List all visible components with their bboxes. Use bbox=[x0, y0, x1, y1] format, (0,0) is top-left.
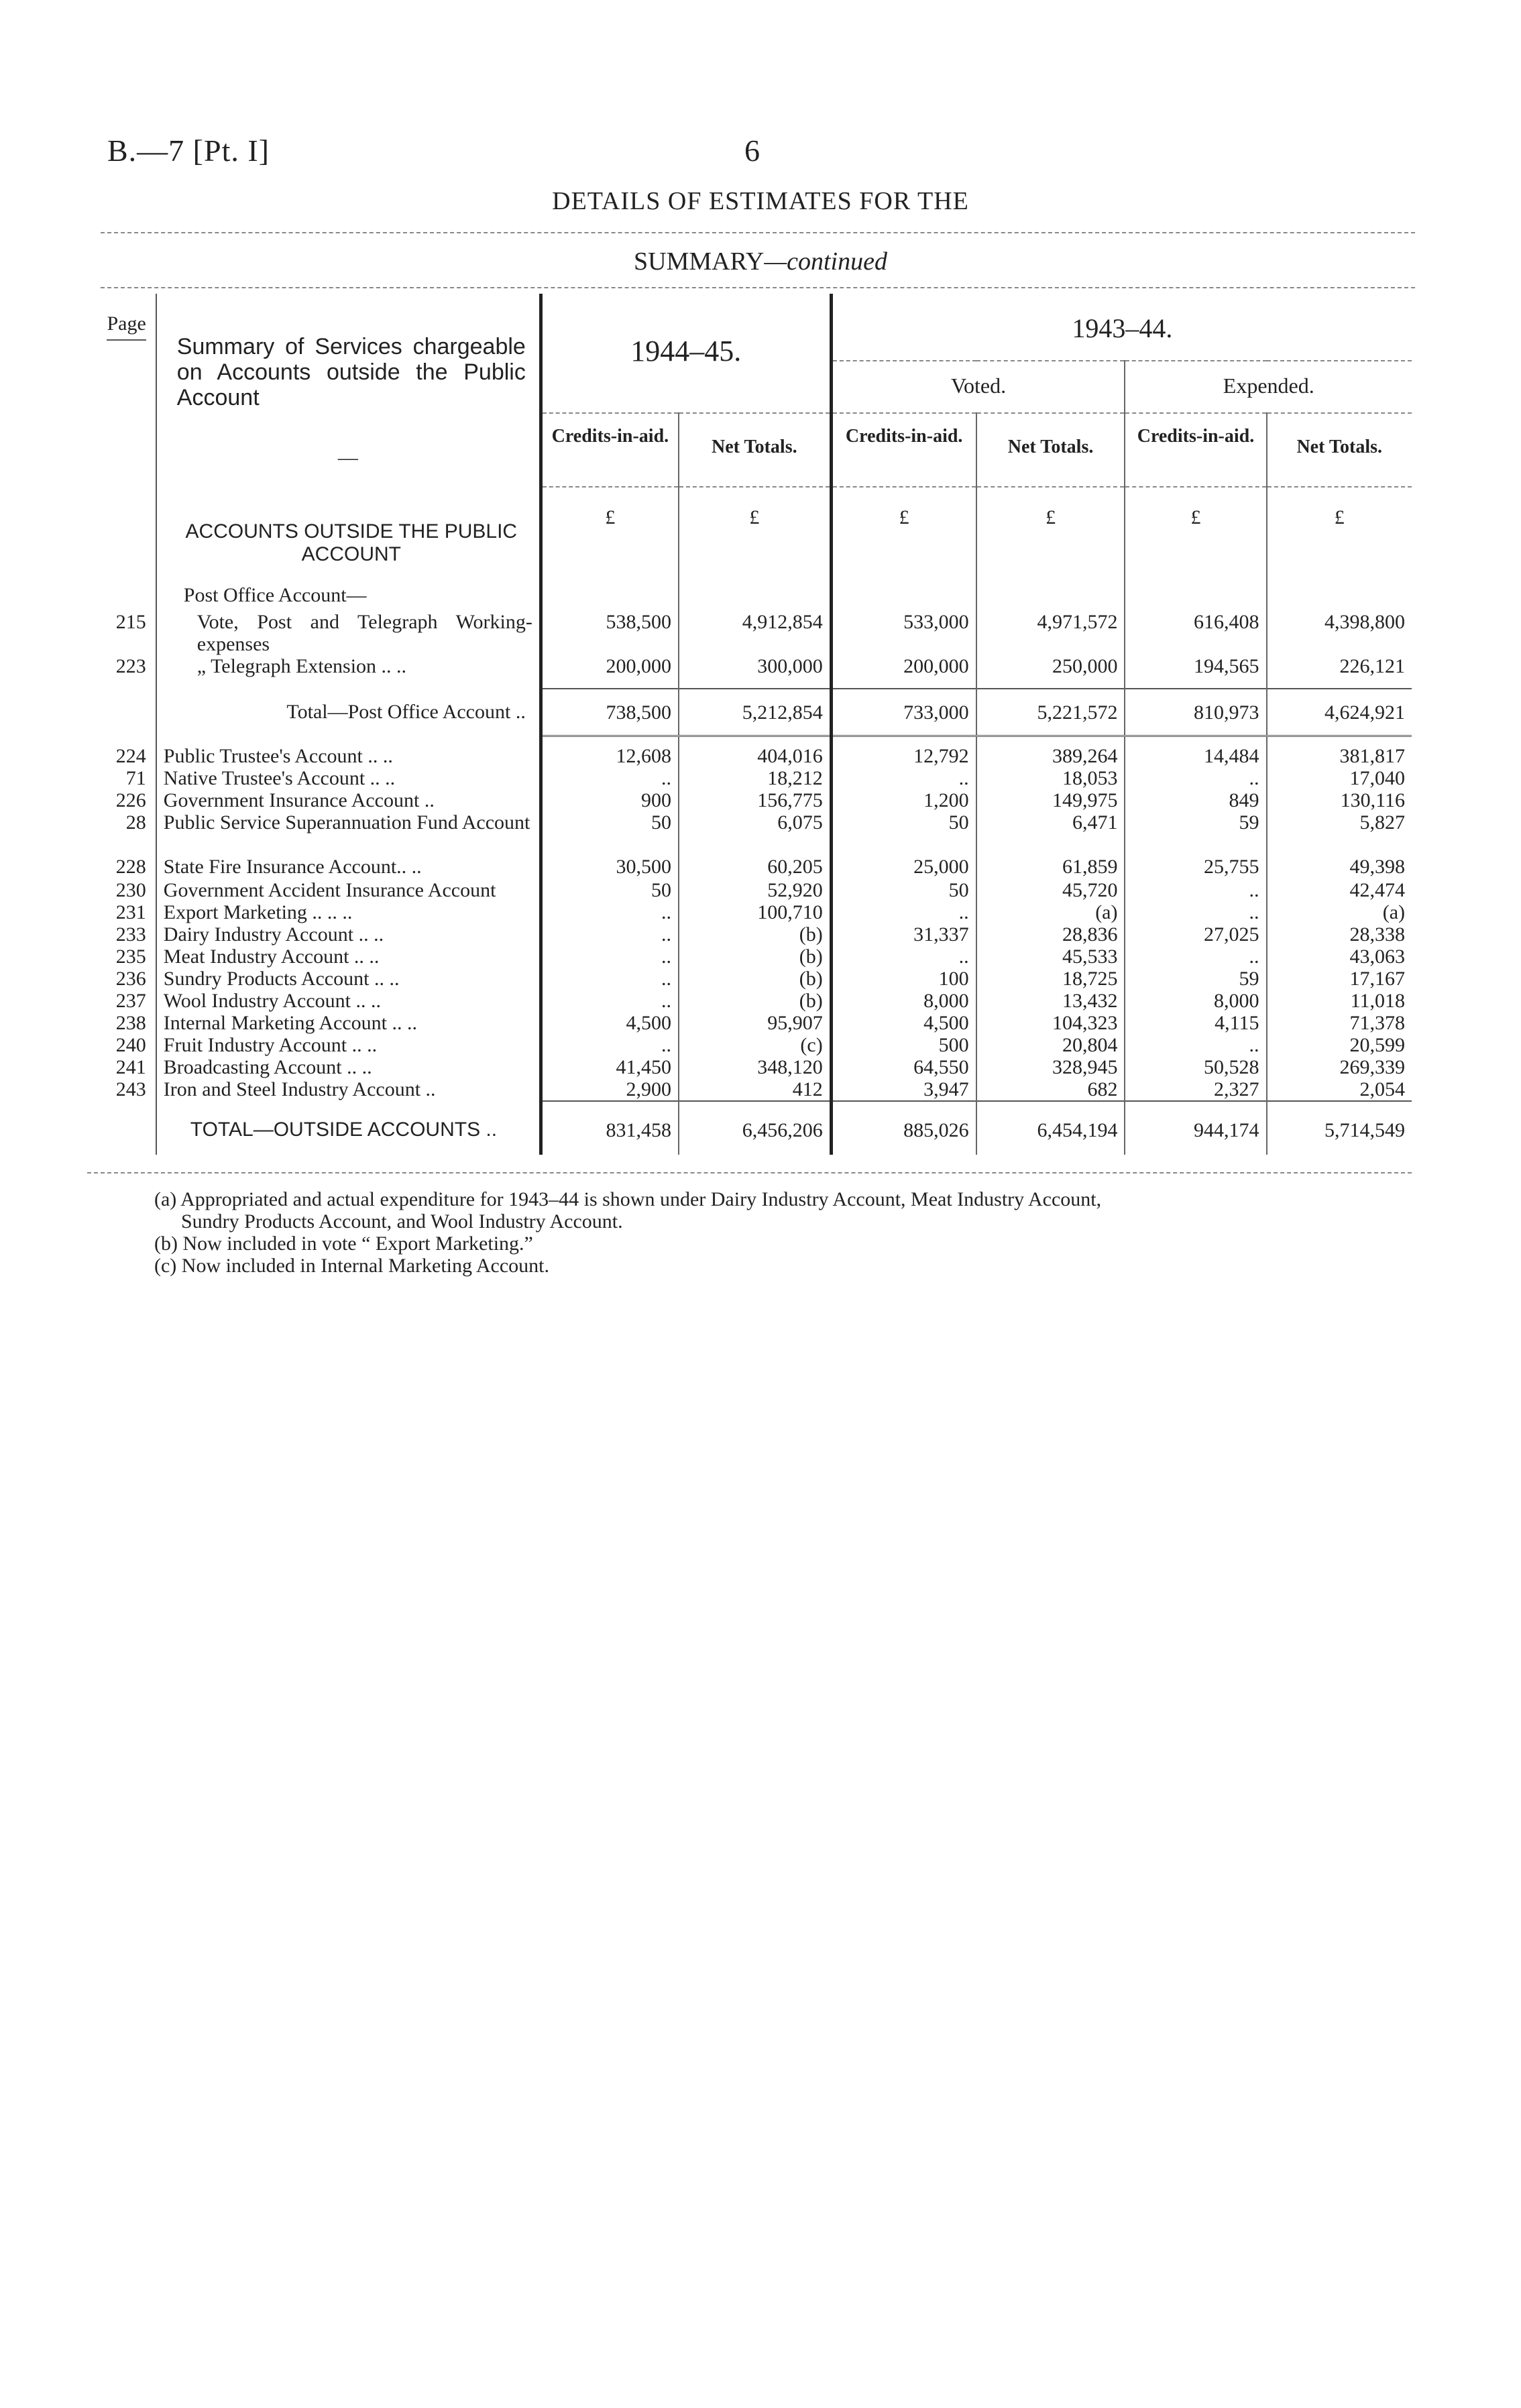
credits-voted: 500 bbox=[831, 1034, 976, 1056]
net-voted: 149,975 bbox=[976, 789, 1125, 811]
net-expended: 4,398,800 bbox=[1267, 611, 1412, 655]
total-credits-1944: 831,458 bbox=[541, 1101, 679, 1155]
credits-expended: .. bbox=[1125, 945, 1266, 968]
total-net-expended: 5,714,549 bbox=[1267, 1101, 1412, 1155]
year-1944-45-header: 1944–45. bbox=[541, 294, 831, 413]
page-ref: 224 bbox=[115, 745, 146, 767]
row-description: Meat Industry Account .. .. bbox=[156, 945, 541, 968]
net-voted: (a) bbox=[976, 901, 1125, 923]
row-description: State Fire Insurance Account.. .. bbox=[156, 856, 541, 879]
net-1944: 300,000 bbox=[679, 655, 831, 689]
net-1944: (c) bbox=[679, 1034, 831, 1056]
post-office-total-label: Total—Post Office Account .. bbox=[156, 689, 541, 736]
net-voted: 389,264 bbox=[976, 745, 1125, 767]
credits-1944: 200,000 bbox=[541, 655, 679, 689]
net-voted: 104,323 bbox=[976, 1012, 1125, 1034]
page-ref: 215 bbox=[115, 611, 146, 633]
page-ref: 241 bbox=[115, 1056, 146, 1078]
table-row bbox=[87, 879, 1412, 901]
net-voted: 328,945 bbox=[976, 1056, 1125, 1078]
table-row bbox=[87, 767, 1412, 789]
credits-1944: 900 bbox=[541, 789, 679, 811]
row-description: Fruit Industry Account .. .. bbox=[156, 1034, 541, 1056]
credits-expended: .. bbox=[1125, 879, 1266, 901]
credits-voted-header: Credits-in-aid. bbox=[831, 413, 976, 487]
credits-1944: .. bbox=[541, 923, 679, 945]
net-1944: 6,075 bbox=[679, 811, 831, 856]
table-row bbox=[87, 945, 1412, 968]
po-total-credits-voted: 733,000 bbox=[831, 689, 976, 736]
expended-header: Expended. bbox=[1125, 361, 1412, 413]
net-expended: 43,063 bbox=[1267, 945, 1412, 968]
net-expended: 2,054 bbox=[1267, 1078, 1412, 1101]
document-reference: B.—7 [Pt. I] bbox=[107, 133, 270, 168]
page-ref: 230 bbox=[115, 879, 146, 901]
page-title: DETAILS OF ESTIMATES FOR THE bbox=[552, 187, 969, 215]
credits-1944: 50 bbox=[541, 811, 679, 856]
net-1944: 95,907 bbox=[679, 1012, 831, 1034]
row-description: Wool Industry Account .. .. bbox=[156, 990, 541, 1012]
credits-expended: 616,408 bbox=[1125, 611, 1266, 655]
table-row bbox=[87, 990, 1412, 1012]
credits-expended: 50,528 bbox=[1125, 1056, 1266, 1078]
net-voted: 6,471 bbox=[976, 811, 1125, 856]
credits-expended: 59 bbox=[1125, 968, 1266, 990]
credits-voted: 12,792 bbox=[831, 745, 976, 767]
table-row bbox=[87, 1034, 1412, 1056]
page-ref: 71 bbox=[125, 767, 146, 789]
credits-1944: 4,500 bbox=[541, 1012, 679, 1034]
page-ref: 28 bbox=[125, 811, 146, 834]
credits-expended: 8,000 bbox=[1125, 990, 1266, 1012]
po-total-net-voted: 5,221,572 bbox=[976, 689, 1125, 736]
net-expended: 17,167 bbox=[1267, 968, 1412, 990]
credits-voted: 200,000 bbox=[831, 655, 976, 689]
table-row bbox=[87, 745, 1412, 767]
credits-1944: 30,500 bbox=[541, 856, 679, 879]
net-expended-header: Net Totals. bbox=[1267, 413, 1412, 487]
continued-label: —continued bbox=[764, 247, 887, 276]
table-row bbox=[87, 811, 1412, 856]
footnote-a: (a) Appropriated and actual expenditure for 1943–44 is shown under Dairy Industry Account, Meat Industry Account, bbox=[154, 1188, 1102, 1210]
credits-voted: 64,550 bbox=[831, 1056, 976, 1078]
row-description: Internal Marketing Account .. .. bbox=[156, 1012, 541, 1034]
page-ref: 243 bbox=[115, 1078, 146, 1100]
credits-expended: .. bbox=[1125, 901, 1266, 923]
net-1944: 156,775 bbox=[679, 789, 831, 811]
page-number: 6 bbox=[744, 133, 760, 168]
currency-symbol: £ bbox=[1125, 487, 1266, 584]
credits-expended: 25,755 bbox=[1125, 856, 1266, 879]
currency-symbol: £ bbox=[831, 487, 976, 584]
credits-expended: .. bbox=[1125, 767, 1266, 789]
net-expended: 49,398 bbox=[1267, 856, 1412, 879]
page-ref: 235 bbox=[115, 945, 146, 968]
section-heading: ACCOUNTS OUTSIDE THE PUBLIC ACCOUNT bbox=[156, 487, 541, 584]
page-ref: 231 bbox=[115, 901, 146, 923]
footnotes bbox=[154, 1188, 1101, 1277]
credits-1944: 12,608 bbox=[541, 745, 679, 767]
credits-voted: 50 bbox=[831, 879, 976, 901]
table-row bbox=[87, 968, 1412, 990]
page-column-header: Page bbox=[87, 294, 156, 361]
table-row bbox=[87, 856, 1412, 879]
net-voted: 20,804 bbox=[976, 1034, 1125, 1056]
grand-total-label: TOTAL—OUTSIDE ACCOUNTS .. bbox=[156, 1101, 541, 1155]
net-expended: 130,116 bbox=[1267, 789, 1412, 811]
row-description: Export Marketing .. .. .. bbox=[156, 901, 541, 923]
net-1944: (b) bbox=[679, 945, 831, 968]
credits-1944: 2,900 bbox=[541, 1078, 679, 1101]
total-net-1944: 6,456,206 bbox=[679, 1101, 831, 1155]
net-voted: 28,836 bbox=[976, 923, 1125, 945]
row-description: „ Telegraph Extension .. .. bbox=[156, 655, 541, 689]
row-description: Government Accident Insurance Account bbox=[156, 879, 541, 901]
net-expended: 269,339 bbox=[1267, 1056, 1412, 1078]
row-description: Iron and Steel Industry Account .. bbox=[156, 1078, 541, 1101]
net-expended: 226,121 bbox=[1267, 655, 1412, 689]
table-bottom-rule bbox=[87, 1172, 1412, 1173]
subtitle-rule bbox=[101, 287, 1415, 288]
footnote-a-continued: Sundry Products Account, and Wool Industry Account. bbox=[181, 1210, 623, 1232]
net-voted: 250,000 bbox=[976, 655, 1125, 689]
page-ref: 238 bbox=[115, 1012, 146, 1034]
page-ref: 237 bbox=[115, 990, 146, 1012]
credits-voted: .. bbox=[831, 901, 976, 923]
page-ref: 236 bbox=[115, 968, 146, 990]
credits-1944: .. bbox=[541, 901, 679, 923]
net-voted: 45,533 bbox=[976, 945, 1125, 968]
row-description: Vote, Post and Telegraph Working-expenses bbox=[156, 611, 541, 655]
page-ref: 233 bbox=[115, 923, 146, 945]
net-expended: (a) bbox=[1267, 901, 1412, 923]
title-rule bbox=[101, 232, 1415, 233]
credits-voted: .. bbox=[831, 945, 976, 968]
credits-expended-header: Credits-in-aid. bbox=[1125, 413, 1266, 487]
credits-voted: 31,337 bbox=[831, 923, 976, 945]
net-voted: 45,720 bbox=[976, 879, 1125, 901]
credits-voted: 4,500 bbox=[831, 1012, 976, 1034]
post-office-heading: Post Office Account— bbox=[156, 584, 541, 611]
currency-symbol: £ bbox=[679, 487, 831, 584]
po-total-credits-expended: 810,973 bbox=[1125, 689, 1266, 736]
net-1944: 52,920 bbox=[679, 879, 831, 901]
credits-voted: 50 bbox=[831, 811, 976, 856]
credits-expended: 2,327 bbox=[1125, 1078, 1266, 1101]
row-description: Public Trustee's Account .. .. bbox=[156, 745, 541, 767]
net-voted: 18,053 bbox=[976, 767, 1125, 789]
credits-voted: 1,200 bbox=[831, 789, 976, 811]
credits-1944: .. bbox=[541, 968, 679, 990]
net-expended: 11,018 bbox=[1267, 990, 1412, 1012]
credits-expended: 27,025 bbox=[1125, 923, 1266, 945]
row-description: Native Trustee's Account .. .. bbox=[156, 767, 541, 789]
header-dash: — bbox=[156, 413, 541, 487]
credits-expended: .. bbox=[1125, 1034, 1266, 1056]
row-description: Sundry Products Account .. .. bbox=[156, 968, 541, 990]
credits-voted: 533,000 bbox=[831, 611, 976, 655]
row-description: Broadcasting Account .. .. bbox=[156, 1056, 541, 1078]
net-1944: (b) bbox=[679, 968, 831, 990]
credits-voted: .. bbox=[831, 767, 976, 789]
page-ref: 223 bbox=[115, 655, 146, 677]
row-description: Public Service Superannuation Fund Account bbox=[156, 811, 541, 856]
table-row bbox=[87, 1012, 1412, 1034]
net-1944: 4,912,854 bbox=[679, 611, 831, 655]
table-row bbox=[87, 901, 1412, 923]
net-1944: (b) bbox=[679, 990, 831, 1012]
total-credits-voted: 885,026 bbox=[831, 1101, 976, 1155]
table-row bbox=[87, 923, 1412, 945]
credits-expended: 14,484 bbox=[1125, 745, 1266, 767]
page-ref: 228 bbox=[115, 856, 146, 878]
page-ref: 226 bbox=[115, 789, 146, 811]
net-expended: 381,817 bbox=[1267, 745, 1412, 767]
credits-expended: 194,565 bbox=[1125, 655, 1266, 689]
table-row bbox=[87, 789, 1412, 811]
net-1944: 18,212 bbox=[679, 767, 831, 789]
net-1944-header: Net Totals. bbox=[679, 413, 831, 487]
total-credits-expended: 944,174 bbox=[1125, 1101, 1266, 1155]
row-description: Dairy Industry Account .. .. bbox=[156, 923, 541, 945]
table-row bbox=[87, 611, 1412, 655]
po-total-credits-1944: 738,500 bbox=[541, 689, 679, 736]
po-total-net-1944: 5,212,854 bbox=[679, 689, 831, 736]
description-column-header: Summary of Services chargeable on Accounts outside the Public Account bbox=[156, 294, 541, 413]
po-total-net-expended: 4,624,921 bbox=[1267, 689, 1412, 736]
net-expended: 28,338 bbox=[1267, 923, 1412, 945]
estimates-table bbox=[87, 294, 1412, 1155]
credits-voted: 25,000 bbox=[831, 856, 976, 879]
net-voted: 682 bbox=[976, 1078, 1125, 1101]
net-expended: 42,474 bbox=[1267, 879, 1412, 901]
credits-voted: 8,000 bbox=[831, 990, 976, 1012]
net-expended: 20,599 bbox=[1267, 1034, 1412, 1056]
footnote-b: (b) Now included in vote “ Export Marketing.” bbox=[154, 1232, 533, 1255]
footnote-c: (c) Now included in Internal Marketing Account. bbox=[154, 1255, 549, 1277]
net-voted: 13,432 bbox=[976, 990, 1125, 1012]
credits-voted: 3,947 bbox=[831, 1078, 976, 1101]
net-1944: 404,016 bbox=[679, 745, 831, 767]
credits-1944: .. bbox=[541, 767, 679, 789]
net-voted: 18,725 bbox=[976, 968, 1125, 990]
table-row bbox=[87, 1056, 1412, 1078]
net-1944: 412 bbox=[679, 1078, 831, 1101]
credits-1944: .. bbox=[541, 945, 679, 968]
net-1944: (b) bbox=[679, 923, 831, 945]
table-row bbox=[87, 655, 1412, 689]
page-ref: 240 bbox=[115, 1034, 146, 1056]
net-voted: 4,971,572 bbox=[976, 611, 1125, 655]
net-expended: 5,827 bbox=[1267, 811, 1412, 856]
net-voted-header: Net Totals. bbox=[976, 413, 1125, 487]
credits-voted: 100 bbox=[831, 968, 976, 990]
currency-symbol: £ bbox=[541, 487, 679, 584]
net-expended: 71,378 bbox=[1267, 1012, 1412, 1034]
credits-1944: .. bbox=[541, 990, 679, 1012]
credits-1944: .. bbox=[541, 1034, 679, 1056]
credits-1944: 538,500 bbox=[541, 611, 679, 655]
total-net-voted: 6,454,194 bbox=[976, 1101, 1125, 1155]
net-1944: 348,120 bbox=[679, 1056, 831, 1078]
credits-expended: 4,115 bbox=[1125, 1012, 1266, 1034]
credits-expended: 849 bbox=[1125, 789, 1266, 811]
currency-symbol: £ bbox=[976, 487, 1125, 584]
row-description: Government Insurance Account .. bbox=[156, 789, 541, 811]
credits-expended: 59 bbox=[1125, 811, 1266, 856]
net-1944: 60,205 bbox=[679, 856, 831, 879]
year-1943-44-header: 1943–44. bbox=[831, 294, 1412, 361]
net-voted: 61,859 bbox=[976, 856, 1125, 879]
summary-label: SUMMARY bbox=[634, 247, 765, 276]
credits-1944: 50 bbox=[541, 879, 679, 901]
net-1944: 100,710 bbox=[679, 901, 831, 923]
summary-subtitle bbox=[0, 247, 1521, 276]
currency-symbol: £ bbox=[1267, 487, 1412, 584]
net-expended: 17,040 bbox=[1267, 767, 1412, 789]
credits-1944-header: Credits-in-aid. bbox=[541, 413, 679, 487]
credits-1944: 41,450 bbox=[541, 1056, 679, 1078]
table-row bbox=[87, 1078, 1412, 1101]
voted-header: Voted. bbox=[831, 361, 1125, 413]
